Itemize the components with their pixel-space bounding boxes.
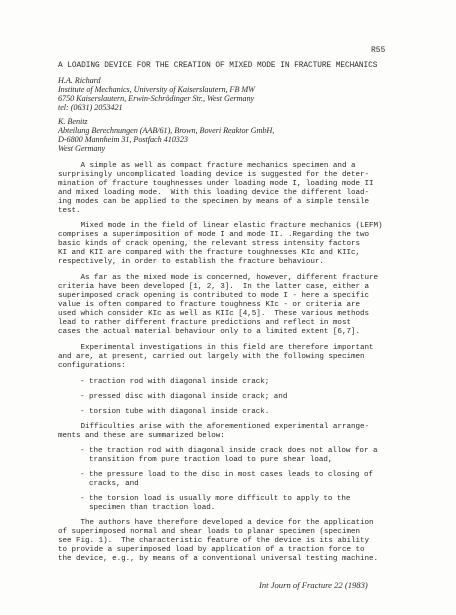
list-item: - torsion tube with diagonal inside crack.	[80, 408, 270, 416]
paragraph-line: value is often compared to fracture toughness KIc - or criteria are	[58, 301, 360, 309]
list-item: - the traction rod with diagonal inside crack does not allow for a	[80, 447, 378, 455]
paragraph-line: As far as the mixed mode is concerned, however, different fracture	[58, 274, 378, 282]
paragraph-line: ments and these are summarized below:	[58, 432, 225, 440]
paragraph-line: configurations:	[58, 362, 126, 370]
list-item: - the torsion load is usually more difficult to apply to the	[80, 495, 351, 503]
paragraph-line: and mixed loading mode. With this loading device the different load-	[58, 189, 369, 197]
author-2-affiliation-line: Abteilung Berechnungen (AAB/61), Brown, Boveri Reaktor GmbH,	[58, 126, 275, 135]
paragraph-line: of superimposed normal and shear loads to planar specimen (specimen	[58, 528, 360, 536]
author-1-affiliation-line: tel: (0631) 2053421	[58, 103, 123, 112]
paragraph-line: ing modes can be applied to the specimen by means of a simple tensile	[58, 198, 369, 206]
author-2-affiliation-line: D-6800 Mannheim 31, Postfach 410323	[58, 135, 188, 144]
author-1-name: H.A. Richard	[58, 76, 101, 85]
paper-title: A LOADING DEVICE FOR THE CREATION OF MIXED MODE IN FRACTURE MECHANICS	[58, 62, 378, 70]
paragraph-line: the device, e.g., by means of a conventional universal testing machine.	[58, 555, 378, 563]
journal-footer: Int Journ of Fracture 22 (1983)	[259, 580, 368, 590]
list-item: - traction rod with diagonal inside crack;	[80, 378, 270, 386]
paragraph-line: see Fig. 1). The characteristic feature of the device is its ability	[58, 537, 369, 545]
page-number: R55	[371, 46, 386, 55]
author-2-name: K. Benitz	[58, 117, 88, 126]
paragraph-line: The authors have therefore developed a device for the application	[58, 519, 374, 527]
paragraph-line: Difficulties arise with the aforementioned experimental arrange-	[58, 423, 369, 431]
author-1-affiliation-line: Institute of Mechanics, University of Kaiserslautern, FB MW	[58, 85, 255, 94]
paragraph-line: A simple as well as compact fracture mechanics specimen and a	[58, 162, 356, 170]
paragraph-line: and are, at present, carried out largely with the following specimen	[58, 353, 365, 361]
paragraph-line: KI and KII are compared with the fracture toughnesses KIc and KIIc,	[58, 249, 360, 257]
list-item: - pressed disc with diagonal inside crack; and	[80, 393, 288, 401]
paragraph-line: test.	[58, 207, 81, 215]
list-item: transition from pure traction load to pure shear load,	[80, 456, 333, 464]
author-2-affiliation-line: West Germany	[58, 144, 106, 153]
paragraph-line: Experimental investigations in this field are therefore important	[58, 344, 374, 352]
paragraph-line: superimposed crack opening is contributed to mode I - here a specific	[58, 292, 369, 300]
list-item: specimen than traction load.	[80, 504, 216, 512]
author-1-affiliation-line: 6750 Kaiserslautern, Erwin-Schrödinger Str., West Germany	[58, 94, 255, 103]
paragraph-line: lead to rather different fracture predictions and reflect in most	[58, 319, 351, 327]
list-item: cracks, and	[80, 480, 139, 488]
paragraph-line: comprises a superimposition of mode I and mode II. .Regarding the two	[58, 231, 369, 239]
paragraph-line: respectively, in order to establish the fracture behaviour.	[58, 258, 324, 266]
paragraph-line: to provide a superimposed load by application of a traction force to	[58, 546, 365, 554]
paragraph-line: cases the actual material behaviour only to a limited extent [6,7].	[58, 328, 360, 336]
paragraph-line: used which consider KIc as well as KIIc [4,5]. These various methods	[58, 310, 369, 318]
paragraph-line: criteria have been developed [1, 2, 3]. In the latter case, either a	[58, 283, 369, 291]
paragraph-line: basic kinds of crack opening, the relevant stress intensity factors	[58, 240, 360, 248]
paragraph-line: surprisingly uncomplicated loading device is suggested for the deter-	[58, 171, 369, 179]
list-item: - the pressure load to the disc in most cases leads to closing of	[80, 471, 373, 479]
paragraph-line: Mixed mode in the field of linear elastic fracture mechanics (LEFM)	[58, 222, 383, 230]
paragraph-line: mination of fracture toughnesses under loading mode I, loading mode II	[58, 180, 374, 188]
